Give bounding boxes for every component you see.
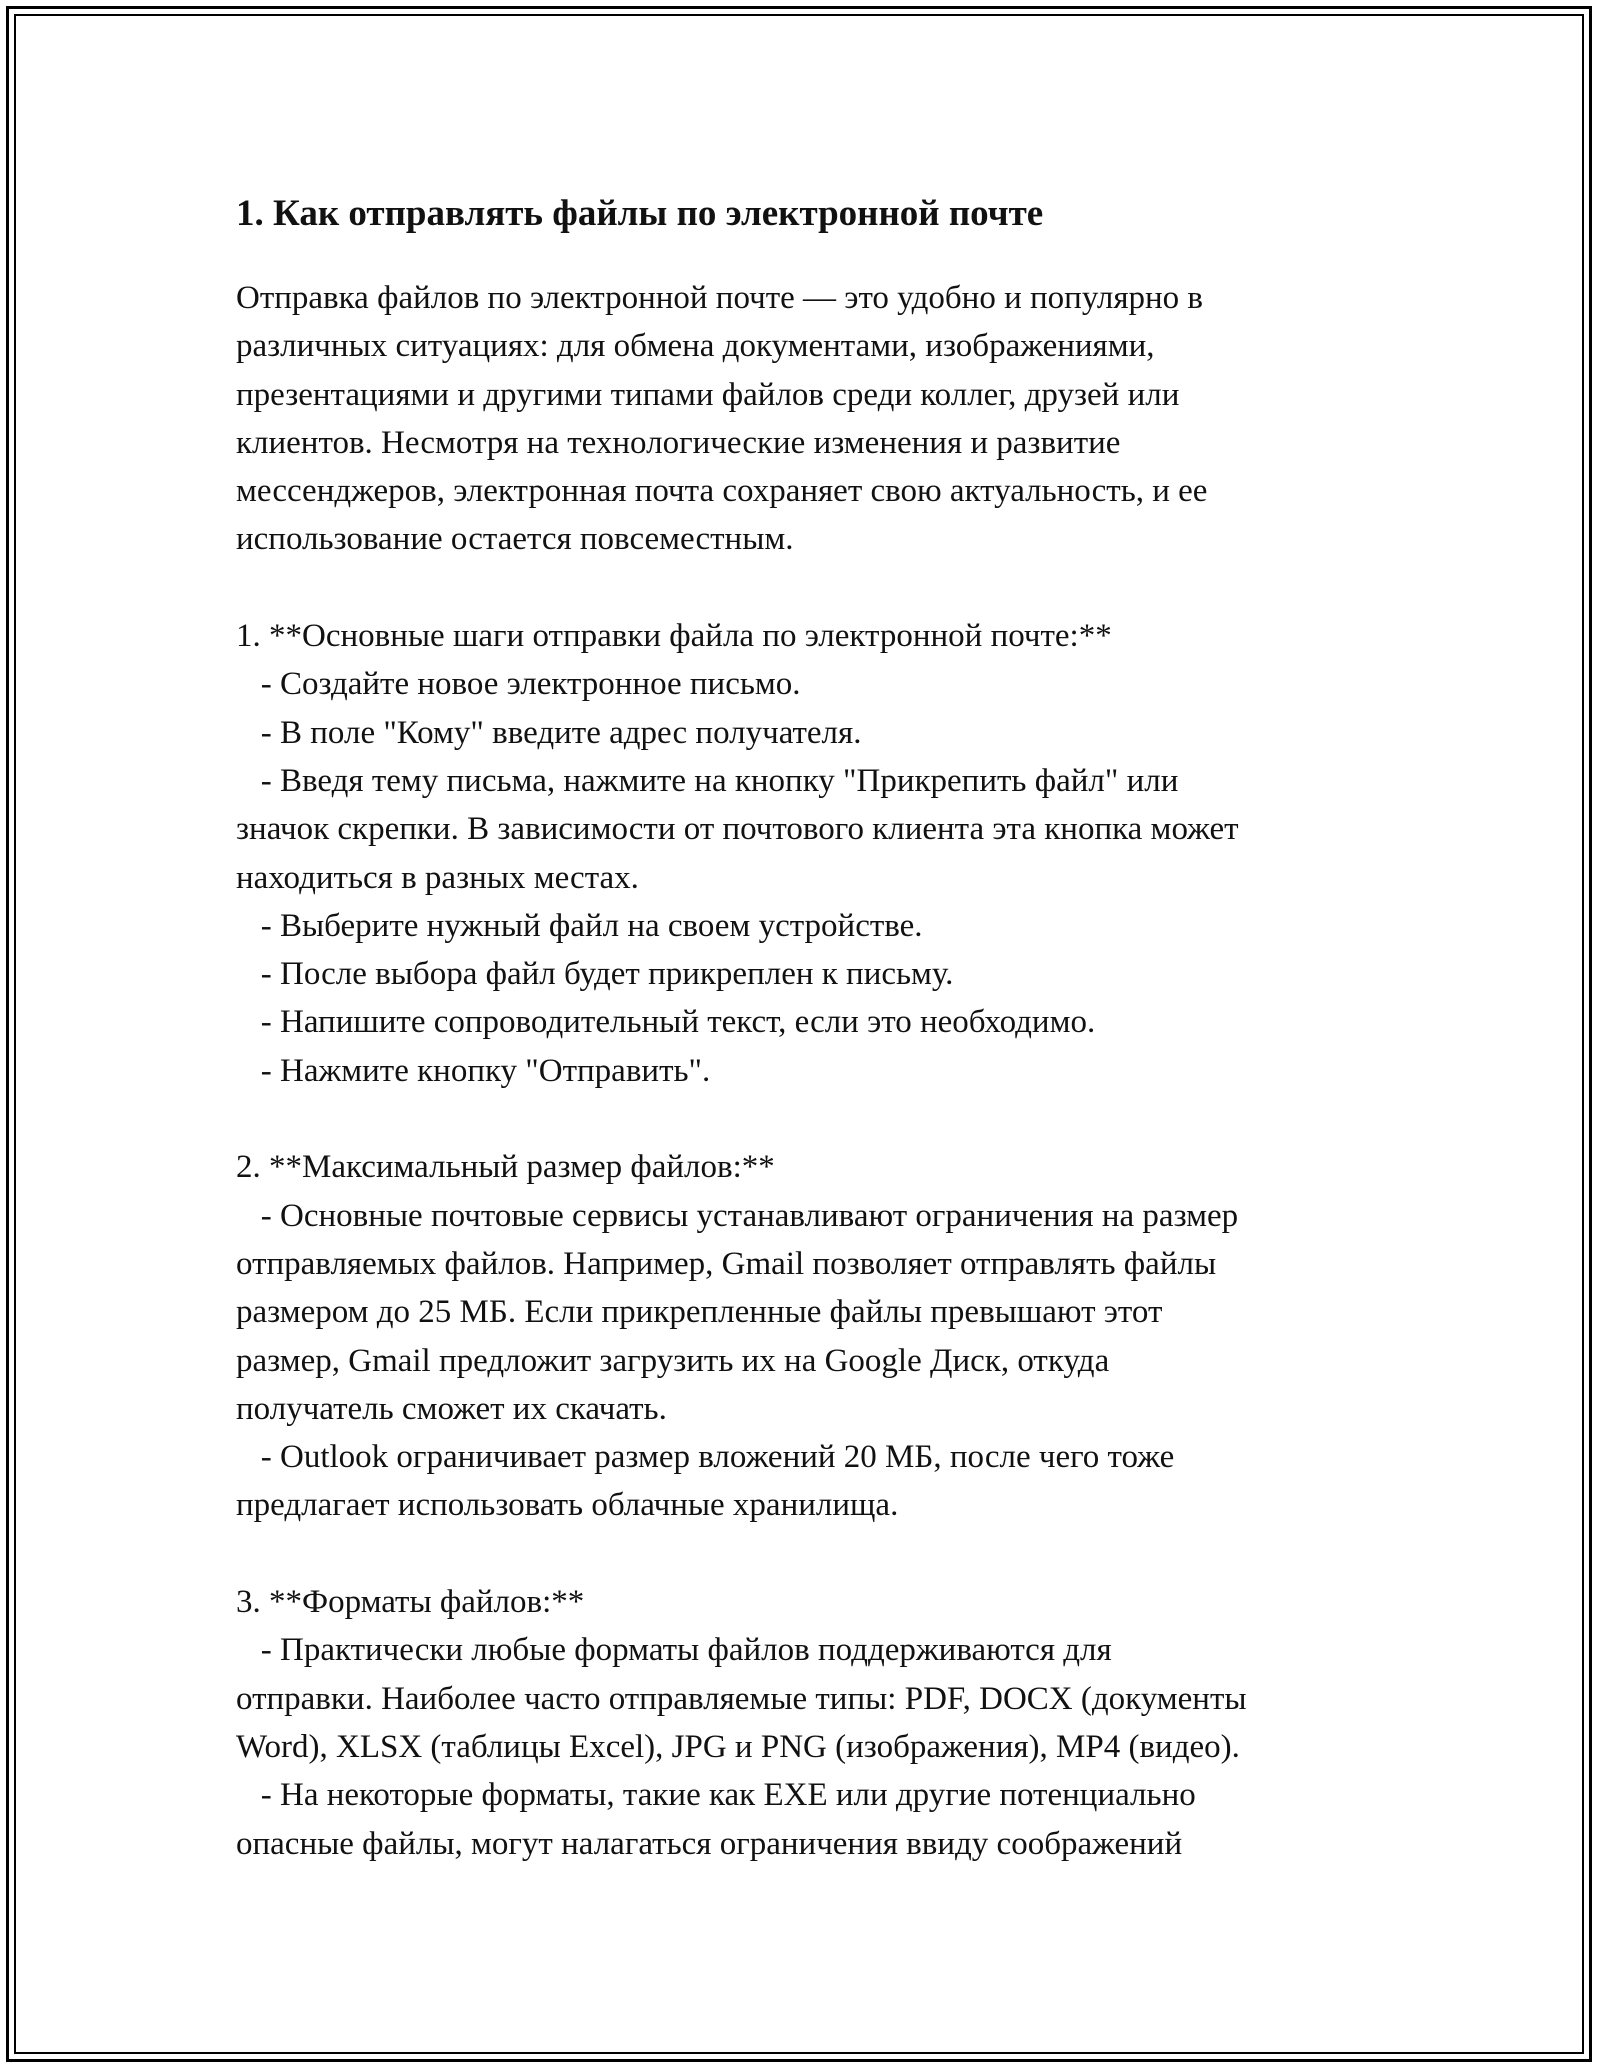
text-line: размером до 25 МБ. Если прикрепленные файлы превышают этот [236, 1294, 1163, 1331]
text-line: - Практически любые форматы файлов поддерживаются для [236, 1632, 1112, 1669]
text-line: Word), XLSX (таблицы Excel), JPG и PNG (изображения), MP4 (видео). [236, 1728, 1240, 1765]
text-line: 1. **Основные шаги отправки файла по электронной почте:** [236, 618, 1112, 655]
text-line: - Напишите сопроводительный текст, если это необходимо. [236, 1004, 1096, 1041]
text-line: - Выберите нужный файл на своем устройстве. [236, 907, 923, 944]
text-line: - Нажмите кнопку "Отправить". [236, 1052, 711, 1089]
text-line: презентациями и другими типами файлов среди коллег, друзей или [236, 376, 1180, 413]
text-line: различных ситуациях: для обмена документами, изображениями, [236, 328, 1155, 365]
text-line: - После выбора файл будет прикреплен к письму. [236, 956, 954, 993]
text-line: клиентов. Несмотря на технологические изменения и развитие [236, 424, 1121, 461]
text-line: значок скрепки. В зависимости от почтового клиента эта кнопка может [236, 811, 1239, 848]
text-line: находиться в разных местах. [236, 859, 639, 896]
text-line: использование остается повсеместным. [236, 521, 794, 558]
text-line: размер, Gmail предложит загрузить их на Google Диск, откуда [236, 1342, 1110, 1379]
text-line: 2. **Максимальный размер файлов:** [236, 1149, 775, 1186]
document-body [236, 180, 1376, 1868]
text-line: - Создайте новое электронное письмо. [236, 666, 801, 703]
text-line: отправляемых файлов. Например, Gmail позволяет отправлять файлы [236, 1245, 1217, 1282]
blank-line [236, 564, 1376, 612]
text-line: - Введя тему письма, нажмите на кнопку "Прикрепить файл" или [236, 762, 1179, 799]
text-line: - На некоторые форматы, такие как EXE или другие потенциально [236, 1777, 1196, 1814]
text-line: отправки. Наиболее часто отправляемые типы: PDF, DOCX (документы [236, 1680, 1247, 1717]
blank-line [236, 1095, 1376, 1143]
text-line: опасные файлы, могут налагаться ограничения ввиду соображений [236, 1825, 1183, 1862]
document-text [236, 274, 1376, 1868]
text-line: - В поле "Кому" введите адрес получателя. [236, 714, 862, 751]
text-line: - Основные почтовые сервисы устанавливают ограничения на размер [236, 1197, 1239, 1234]
document-title: 1. Как отправлять файлы по электронной почте [236, 193, 1044, 234]
text-line: предлагает использовать облачные хранилища. [236, 1487, 899, 1524]
text-line: Отправка файлов по электронной почте — это удобно и популярно в [236, 280, 1204, 316]
text-line: получатель сможет их скачать. [236, 1390, 667, 1427]
text-line: 3. **Форматы файлов:** [236, 1584, 585, 1621]
text-line: - Outlook ограничивает размер вложений 20 МБ, после чего тоже [236, 1439, 1175, 1476]
blank-line [236, 1530, 1376, 1578]
text-line: мессенджеров, электронная почта сохраняет свою актуальность, и ее [236, 473, 1208, 510]
